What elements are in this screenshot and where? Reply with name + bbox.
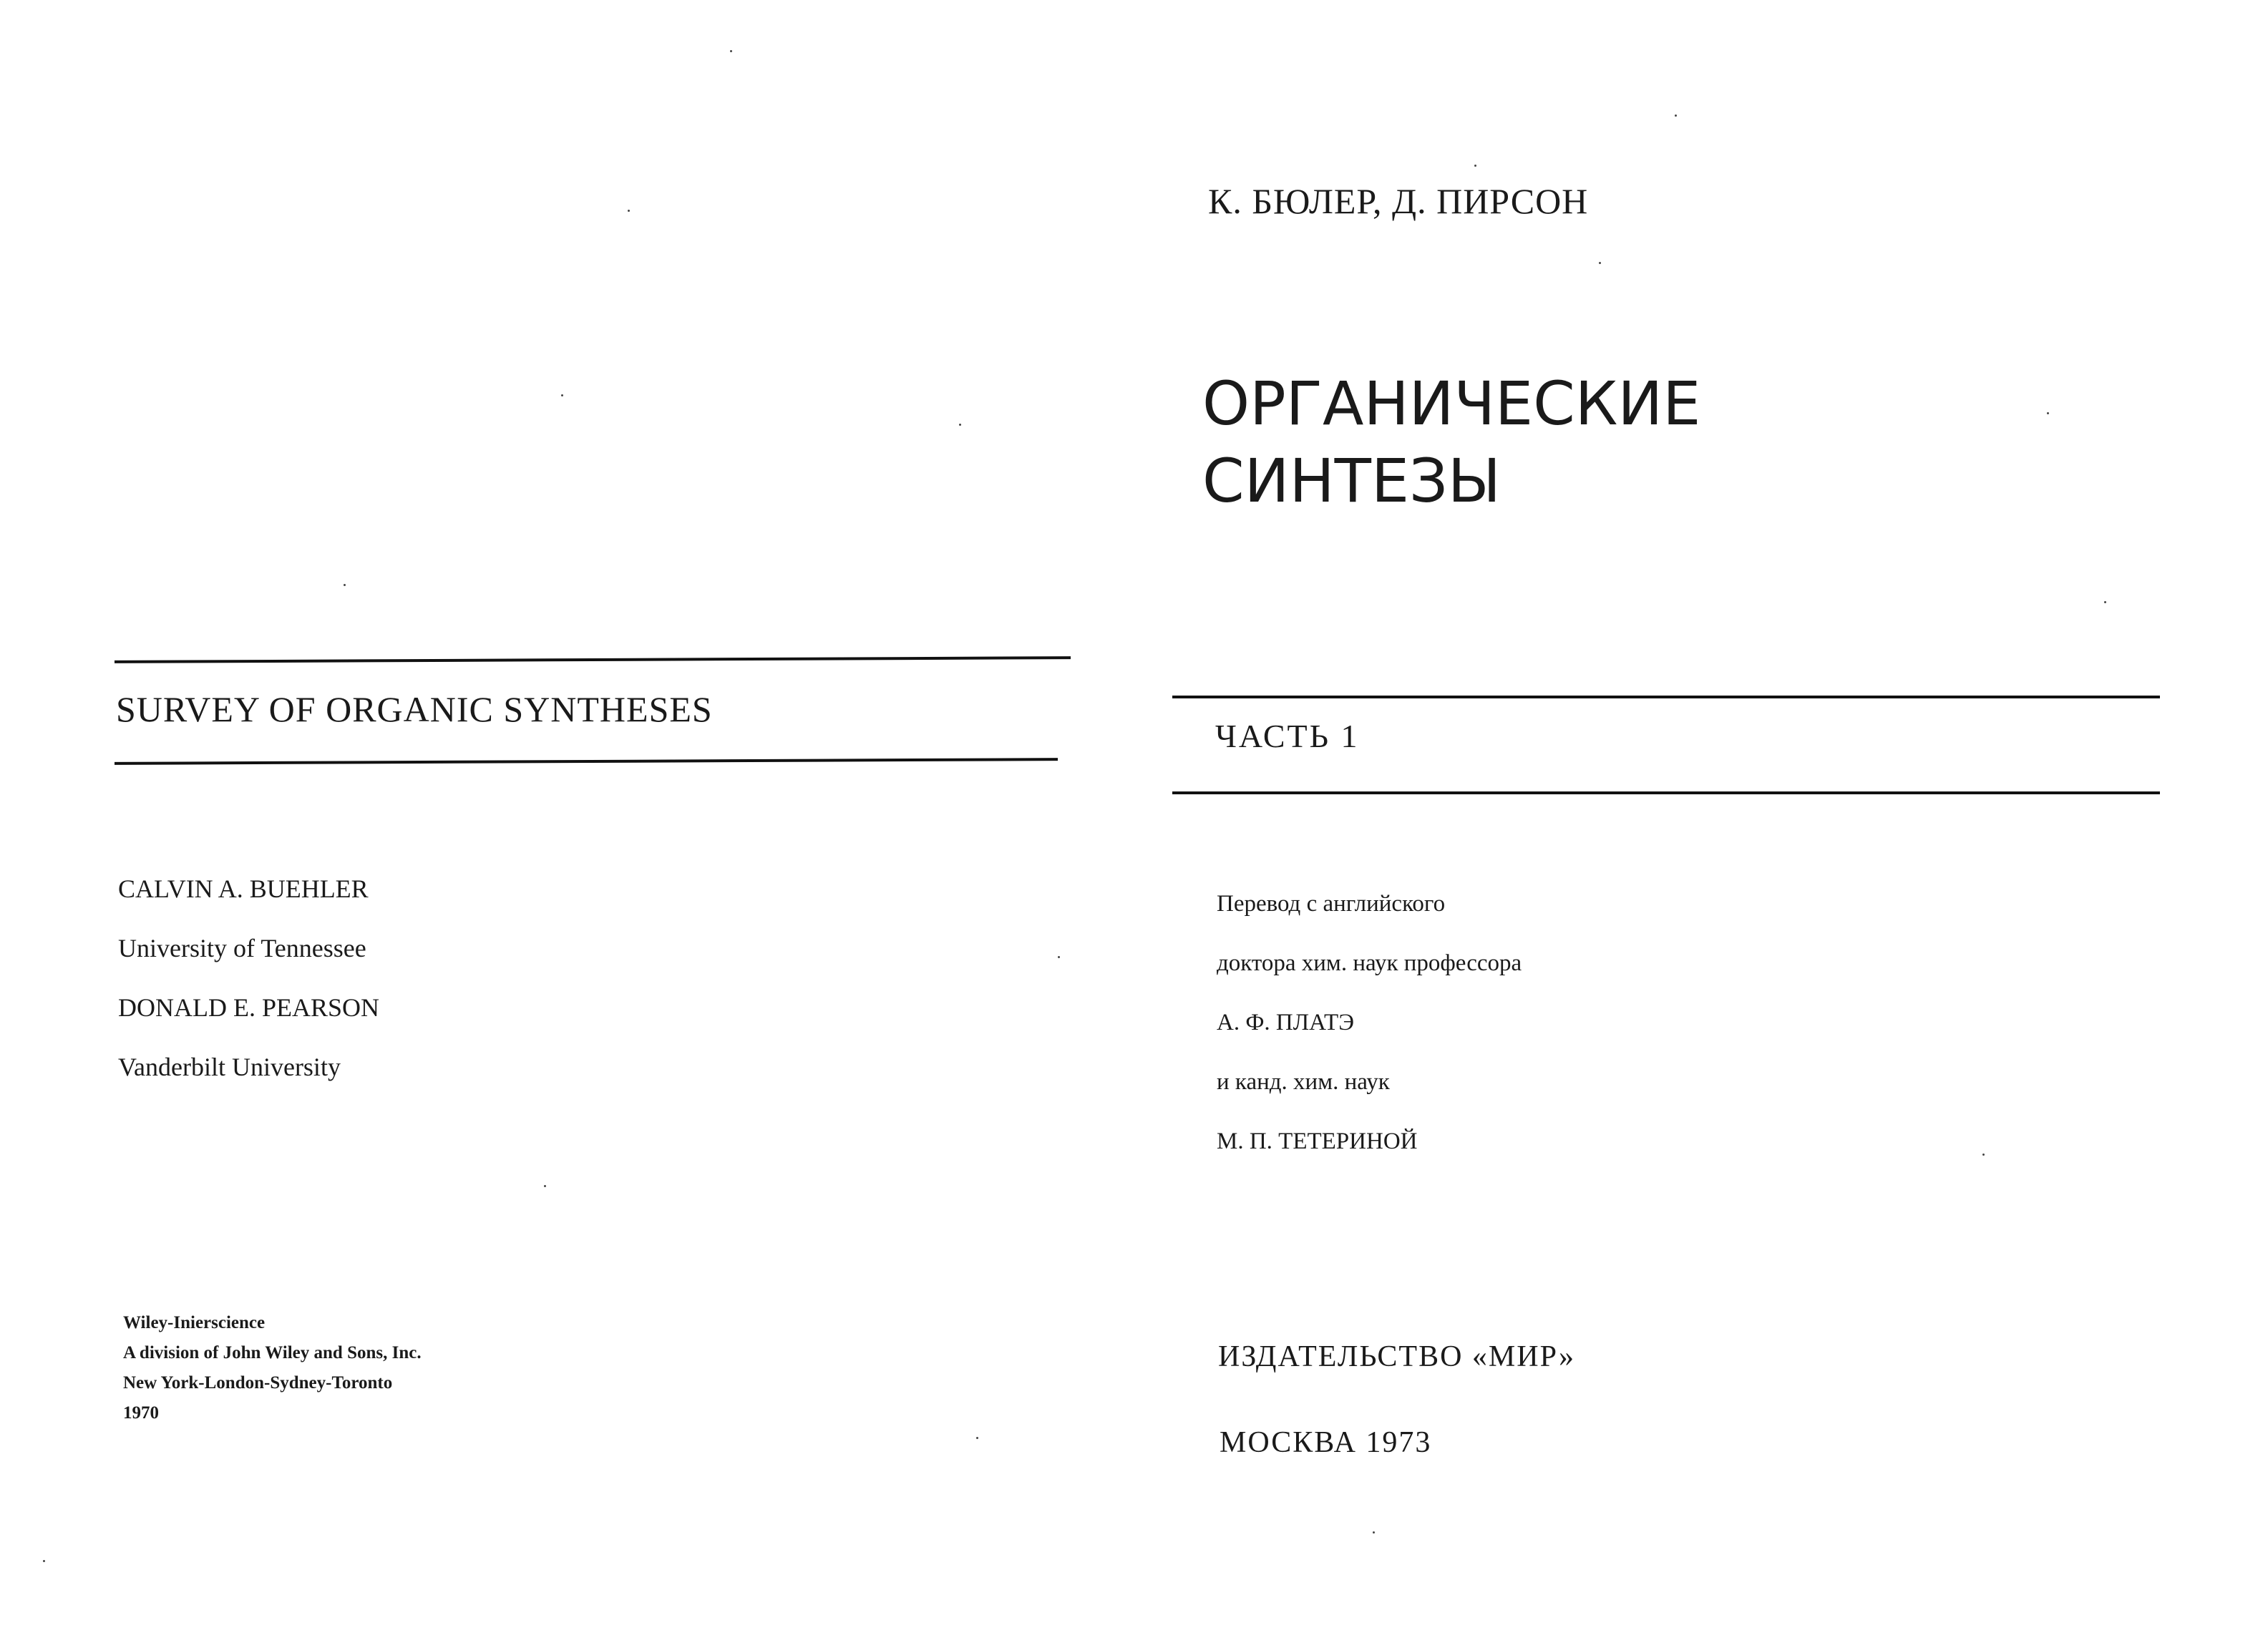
scan-speck — [1982, 1154, 1985, 1156]
translation-line: и канд. хим. наук — [1217, 1069, 1390, 1095]
scan-speck — [1373, 1531, 1375, 1534]
scan-speck — [544, 1185, 546, 1187]
publisher-cities: New York-London-Sydney-Toronto — [123, 1373, 393, 1393]
translator-name: М. П. ТЕТЕРИНОЙ — [1217, 1128, 1418, 1154]
author-affiliation: Vanderbilt University — [118, 1053, 341, 1081]
russian-publisher: ИЗДАТЕЛЬСТВО «МИР» — [1218, 1340, 1576, 1373]
scan-speck — [1058, 956, 1060, 958]
publisher-name: Wiley-Inierscience — [123, 1313, 266, 1332]
scan-speck — [730, 50, 732, 52]
scan-speck — [561, 394, 563, 396]
scan-speck — [959, 424, 961, 426]
left-page — [0, 0, 1116, 1648]
publisher-division: A division of John Wiley and Sons, Inc. — [123, 1343, 422, 1362]
publication-year: 1970 — [123, 1403, 159, 1423]
title-rule-bottom — [115, 758, 1058, 765]
part-rule-bottom — [1172, 791, 2160, 794]
russian-authors: К. БЮЛЕР, Д. ПИРСОН — [1208, 181, 1589, 221]
russian-title-line: ОРГАНИЧЕСКИЕ — [1202, 369, 1701, 439]
translation-credits — [1217, 886, 1522, 1183]
part-rule-top — [1172, 696, 2160, 698]
scan-speck — [1675, 114, 1677, 117]
translation-line: доктора хим. наук профессора — [1217, 950, 1522, 976]
part-number: ЧАСТЬ 1 — [1215, 718, 1360, 754]
scan-speck — [1474, 165, 1476, 167]
scan-speck — [344, 584, 346, 586]
scan-speck — [43, 1560, 45, 1562]
title-rule-top — [115, 656, 1071, 663]
author-affiliation: University of Tennessee — [118, 934, 366, 962]
translator-name: А. Ф. ПЛАТЭ — [1217, 1010, 1354, 1035]
author-name: CALVIN A. BUEHLER — [118, 874, 369, 903]
russian-title — [1202, 365, 1700, 520]
russian-title-line: СИНТЕЗЫ — [1202, 446, 1502, 516]
author-block — [118, 869, 379, 1107]
scan-speck — [2104, 601, 2106, 603]
scan-speck — [1599, 262, 1601, 264]
english-title: SURVEY OF ORGANIC SYNTHESES — [116, 689, 713, 729]
publication-city-year: МОСКВА 1973 — [1220, 1426, 1432, 1459]
scan-speck — [976, 1437, 978, 1439]
translation-line: Перевод с английского — [1217, 891, 1446, 917]
author-name: DONALD E. PEARSON — [118, 993, 380, 1022]
english-publisher-block — [123, 1308, 422, 1428]
scan-speck — [628, 210, 630, 212]
right-page — [1116, 0, 2268, 1648]
scan-speck — [2047, 412, 2049, 414]
